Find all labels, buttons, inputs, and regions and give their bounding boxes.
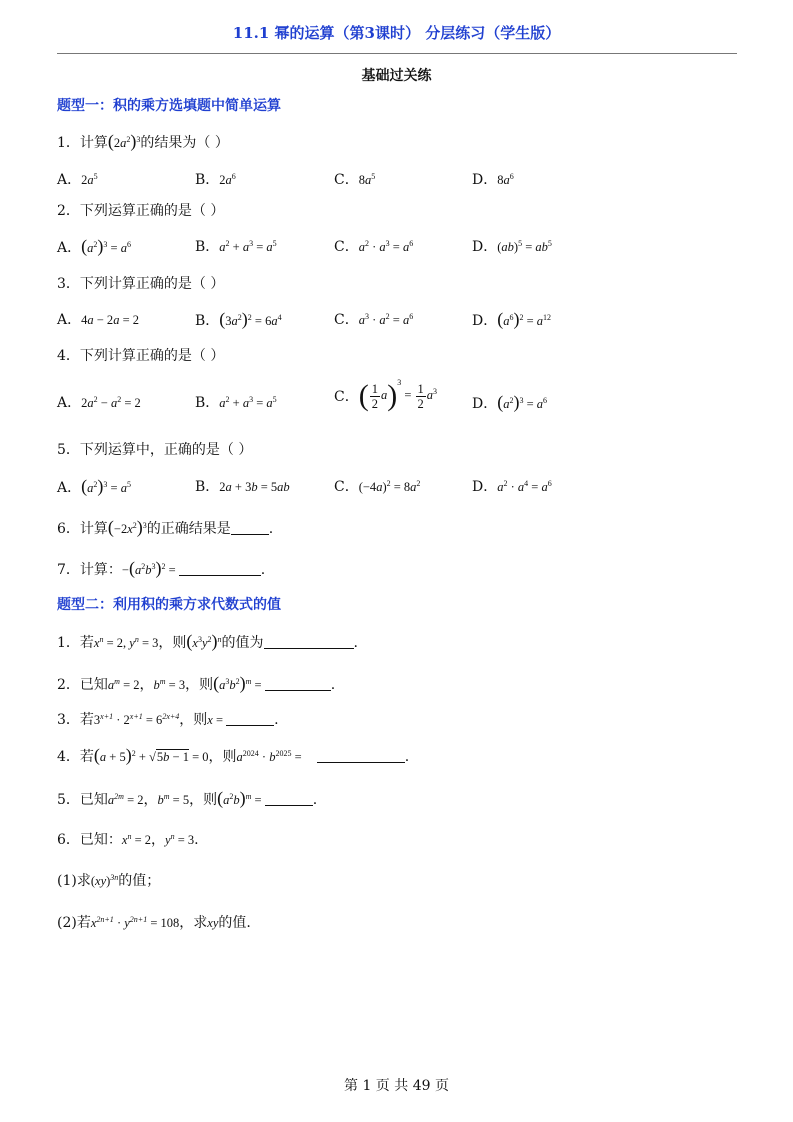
q1-option-c[interactable]: C．$8a^5$ <box>334 172 376 188</box>
q3-option-a[interactable]: A．4a − 2a = 2 <box>57 312 139 328</box>
q1-option-a[interactable]: A．$2a^5$ <box>57 172 98 188</box>
problem-6-part-2: (2)若$x^{2n+1} \cdot y^{2n+1} = 108$，求xy的值. <box>57 915 251 931</box>
q5-option-b[interactable]: B．2a + 3b = 5ab <box>195 479 290 495</box>
p5-answer-blank[interactable] <box>265 793 313 806</box>
q4-option-a[interactable]: A．$2a^2 - a^2 = 2$ <box>57 395 141 411</box>
question-2: 2．下列运算正确的是（ ） <box>57 203 225 219</box>
problem-6: 6．已知：$x^n = 2$，$y^n = 3$. <box>57 832 199 848</box>
q1-option-b[interactable]: B．$2a^6$ <box>195 172 236 188</box>
question-6: 6．计算$(-2x^2)^3$的正确结果是 . <box>57 517 274 537</box>
q2-option-c[interactable]: C．$a^2 \cdot a^3 = a^6$ <box>334 239 414 255</box>
question-type-1-title: 题型一：积的乘方选填题中简单运算 <box>57 98 281 114</box>
problem-3: 3．若$3^{x+1} \cdot 2^{x+1} = 6^{2x+4}$，则x = . <box>57 712 279 728</box>
q3-option-b[interactable]: B．$(3a^2)^2 = 6a^4$ <box>195 309 282 329</box>
problem-5: 5．已知$a^{2m} = 2$，$b^m = 5$，则$(a^2b)^m$ = . <box>57 788 318 808</box>
q6-answer-blank[interactable] <box>231 522 269 535</box>
q4-option-d[interactable]: D．$(a^2)^3 = a^6$ <box>472 392 548 412</box>
problem-6-part-1: (1)求(xy)$^{3n}$的值； <box>57 873 161 889</box>
p3-answer-blank[interactable] <box>226 713 274 726</box>
page-footer: 第 1 页 共 49 页 <box>344 1078 449 1094</box>
q7-answer-blank[interactable] <box>179 563 261 576</box>
q3-option-c[interactable]: C．$a^3 \cdot a^2 = a^6$ <box>334 312 414 328</box>
q2-option-b[interactable]: B．$a^2 + a^3 = a^5$ <box>195 239 277 255</box>
q1-option-d[interactable]: D．$8a^6$ <box>472 172 514 188</box>
p2-answer-blank[interactable] <box>265 678 331 691</box>
q3-option-d[interactable]: D．$(a^6)^2 = a^{12}$ <box>472 309 552 329</box>
q5-option-a[interactable]: A．$(a^2)^3 = a^5$ <box>57 476 131 496</box>
question-1: 1．计算$(2a^2)^3$的结果为（ ） <box>57 131 229 151</box>
q2-option-a[interactable]: A．$(a^2)^3 = a^6$ <box>57 236 131 256</box>
problem-4: 4．若$(a + 5)^2 + √5b - 1 = 0$，则$a^{2024} \cdot b^{2025}$ = . <box>57 745 410 765</box>
question-5: 5．下列运算中，正确的是（ ） <box>57 442 253 458</box>
p4-answer-blank[interactable] <box>317 750 405 763</box>
question-3: 3．下列计算正确的是（ ） <box>57 276 225 292</box>
page-header: 11.1 幂的运算（第3课时） 分层练习（学生版） <box>232 24 561 42</box>
q1-expression: $(2a^2)^3$ <box>107 131 141 151</box>
q5-option-c[interactable]: C．$(-4a)^2 = 8a^2$ <box>334 479 421 495</box>
problem-1: 1．若$x^n = 2$, $y^n = 3$，则$(x^3y^2)^n$的值为 . <box>57 631 358 651</box>
section-title: 基础过关练 <box>361 68 432 84</box>
question-4: 4．下列计算正确的是（ ） <box>57 348 225 364</box>
question-7: 7．计算：$-(a^2b^3)^2$ = . <box>57 558 266 578</box>
p1-answer-blank[interactable] <box>264 636 354 649</box>
header-rule <box>57 53 737 54</box>
question-type-2-title: 题型二：利用积的乘方求代数式的值 <box>57 597 281 613</box>
q4-option-c[interactable]: C．( $\frac{1}{2}$ a)$^3$ = $\frac{1}{2}$ $a^3$ <box>334 377 438 412</box>
q4-option-b[interactable]: B．$a^2 + a^3 = a^5$ <box>195 395 277 411</box>
q5-option-d[interactable]: D．$a^2 \cdot a^4 = a^6$ <box>472 479 552 495</box>
problem-2: 2．已知$a^m = 2$，$b^m = 3$，则$(a^3b^2)^m$ = . <box>57 673 336 693</box>
q2-option-d[interactable]: D．$(ab)^5 = ab^5$ <box>472 239 552 255</box>
